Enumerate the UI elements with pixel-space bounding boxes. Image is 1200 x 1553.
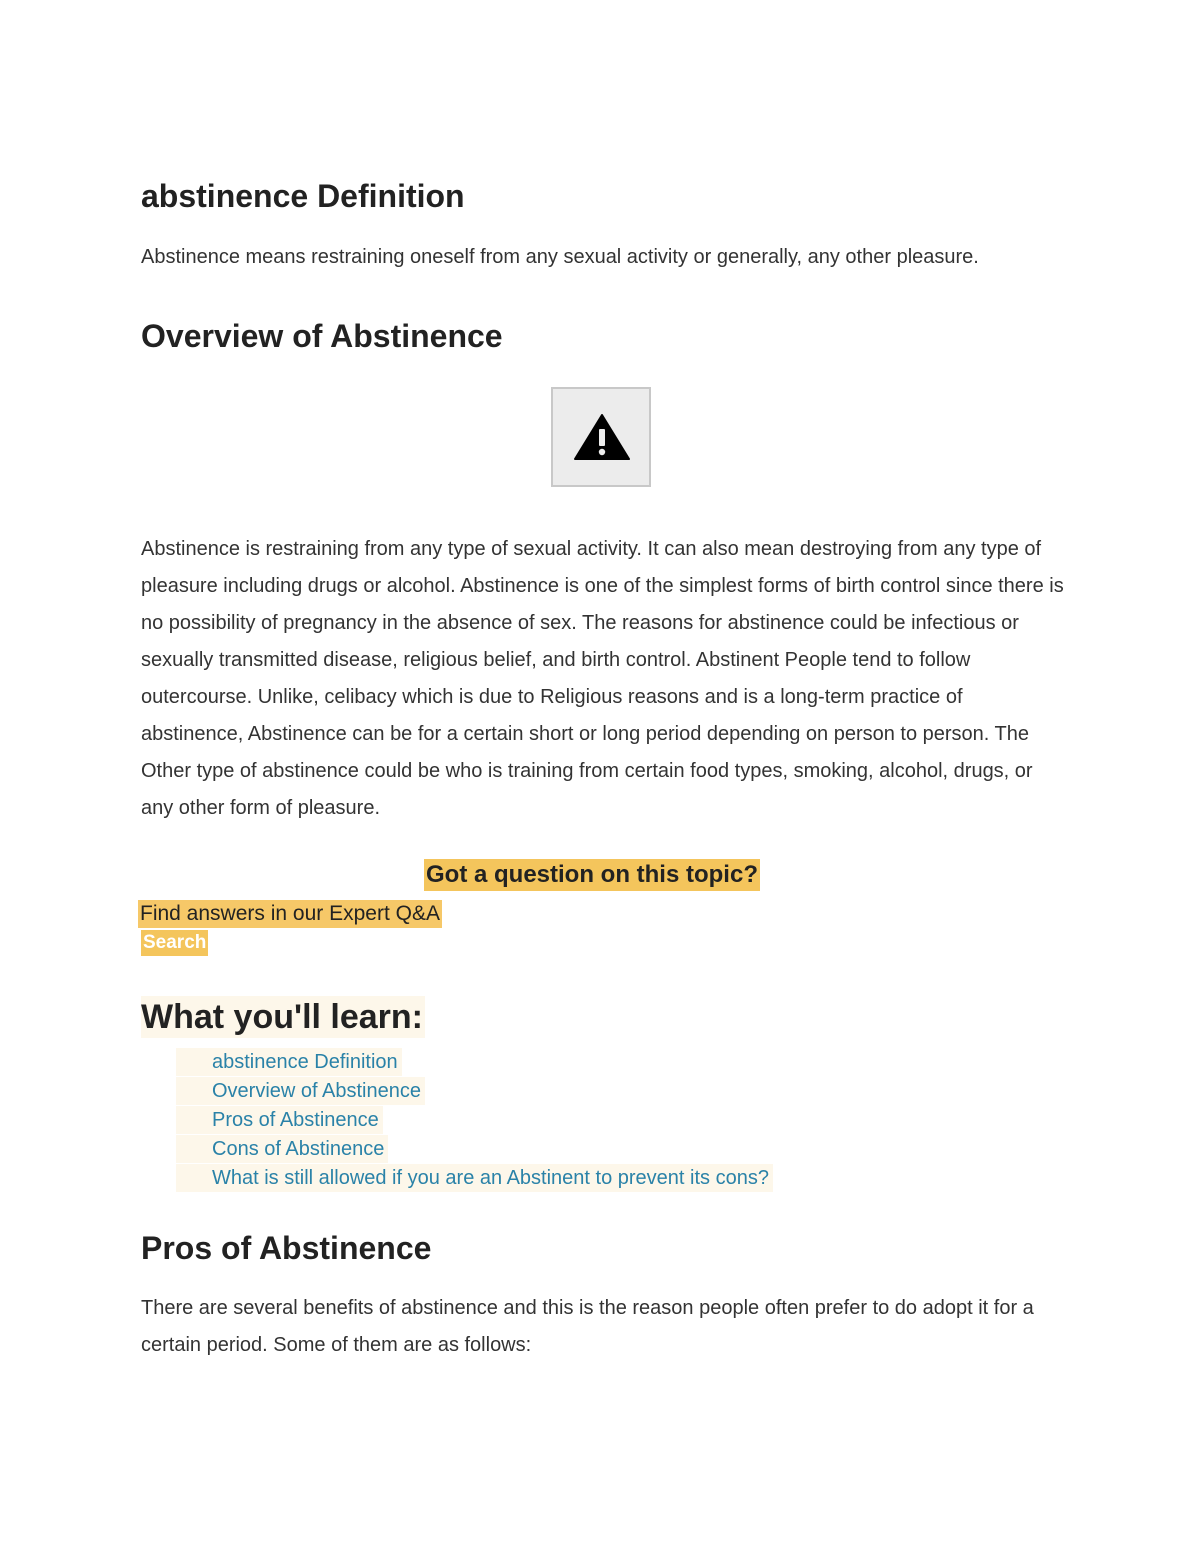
toc-link-pros[interactable]: Pros of Abstinence [176,1106,383,1134]
toc-link-overview[interactable]: Overview of Abstinence [176,1077,425,1105]
toc-item [176,1106,773,1134]
overview-text: Abstinence is restraining from any type of sexual activity. It can also mean destroying from any type of pleasure including drugs or alcohol. Abstinence is one of the simplest forms of birth control since there is no possibility of pregnancy in the absence of sex. The reasons for abstinence could be infectious or sexually transmitted disease, religious belief, and birth control. Abstinent People tend to follow outercourse. Unlike, celibacy which is due to Religious reasons and is a long-term practice of abstinence, Abstinence can be for a certain short or long period depending on person to person. The Other type of abstinence could be who is training from certain food types, smoking, alcohol, drugs, or any other form of pleasure. [141,538,1064,819]
toc-link-cons[interactable]: Cons of Abstinence [176,1135,388,1163]
qa-find-answers-text: Find answers in our Expert Q&A [138,900,442,928]
pros-heading: Pros of Abstinence [141,1230,432,1266]
toc-item [176,1164,773,1192]
warning-icon [574,413,630,461]
toc-item [176,1048,773,1076]
toc-item [176,1135,773,1163]
broken-image-placeholder [551,387,651,487]
pros-text: There are several benefits of abstinence and this is the reason people often prefer to do adopt it for a certain period. Some of them are as follows: [141,1297,1034,1356]
toc-list [176,1048,773,1193]
definition-heading: abstinence Definition [141,178,465,214]
toc-title: What you'll learn: [141,998,423,1036]
qa-search-button[interactable]: Search [141,930,208,956]
definition-text: Abstinence means restraining oneself from any sexual activity or generally, any other pleasure. [141,246,979,268]
toc-item [176,1077,773,1105]
overview-heading: Overview of Abstinence [141,318,503,354]
toc-link-definition[interactable]: abstinence Definition [176,1048,402,1076]
qa-cta-title: Got a question on this topic? [424,859,760,891]
toc-link-still-allowed[interactable]: What is still allowed if you are an Abstinent to prevent its cons? [176,1164,773,1192]
